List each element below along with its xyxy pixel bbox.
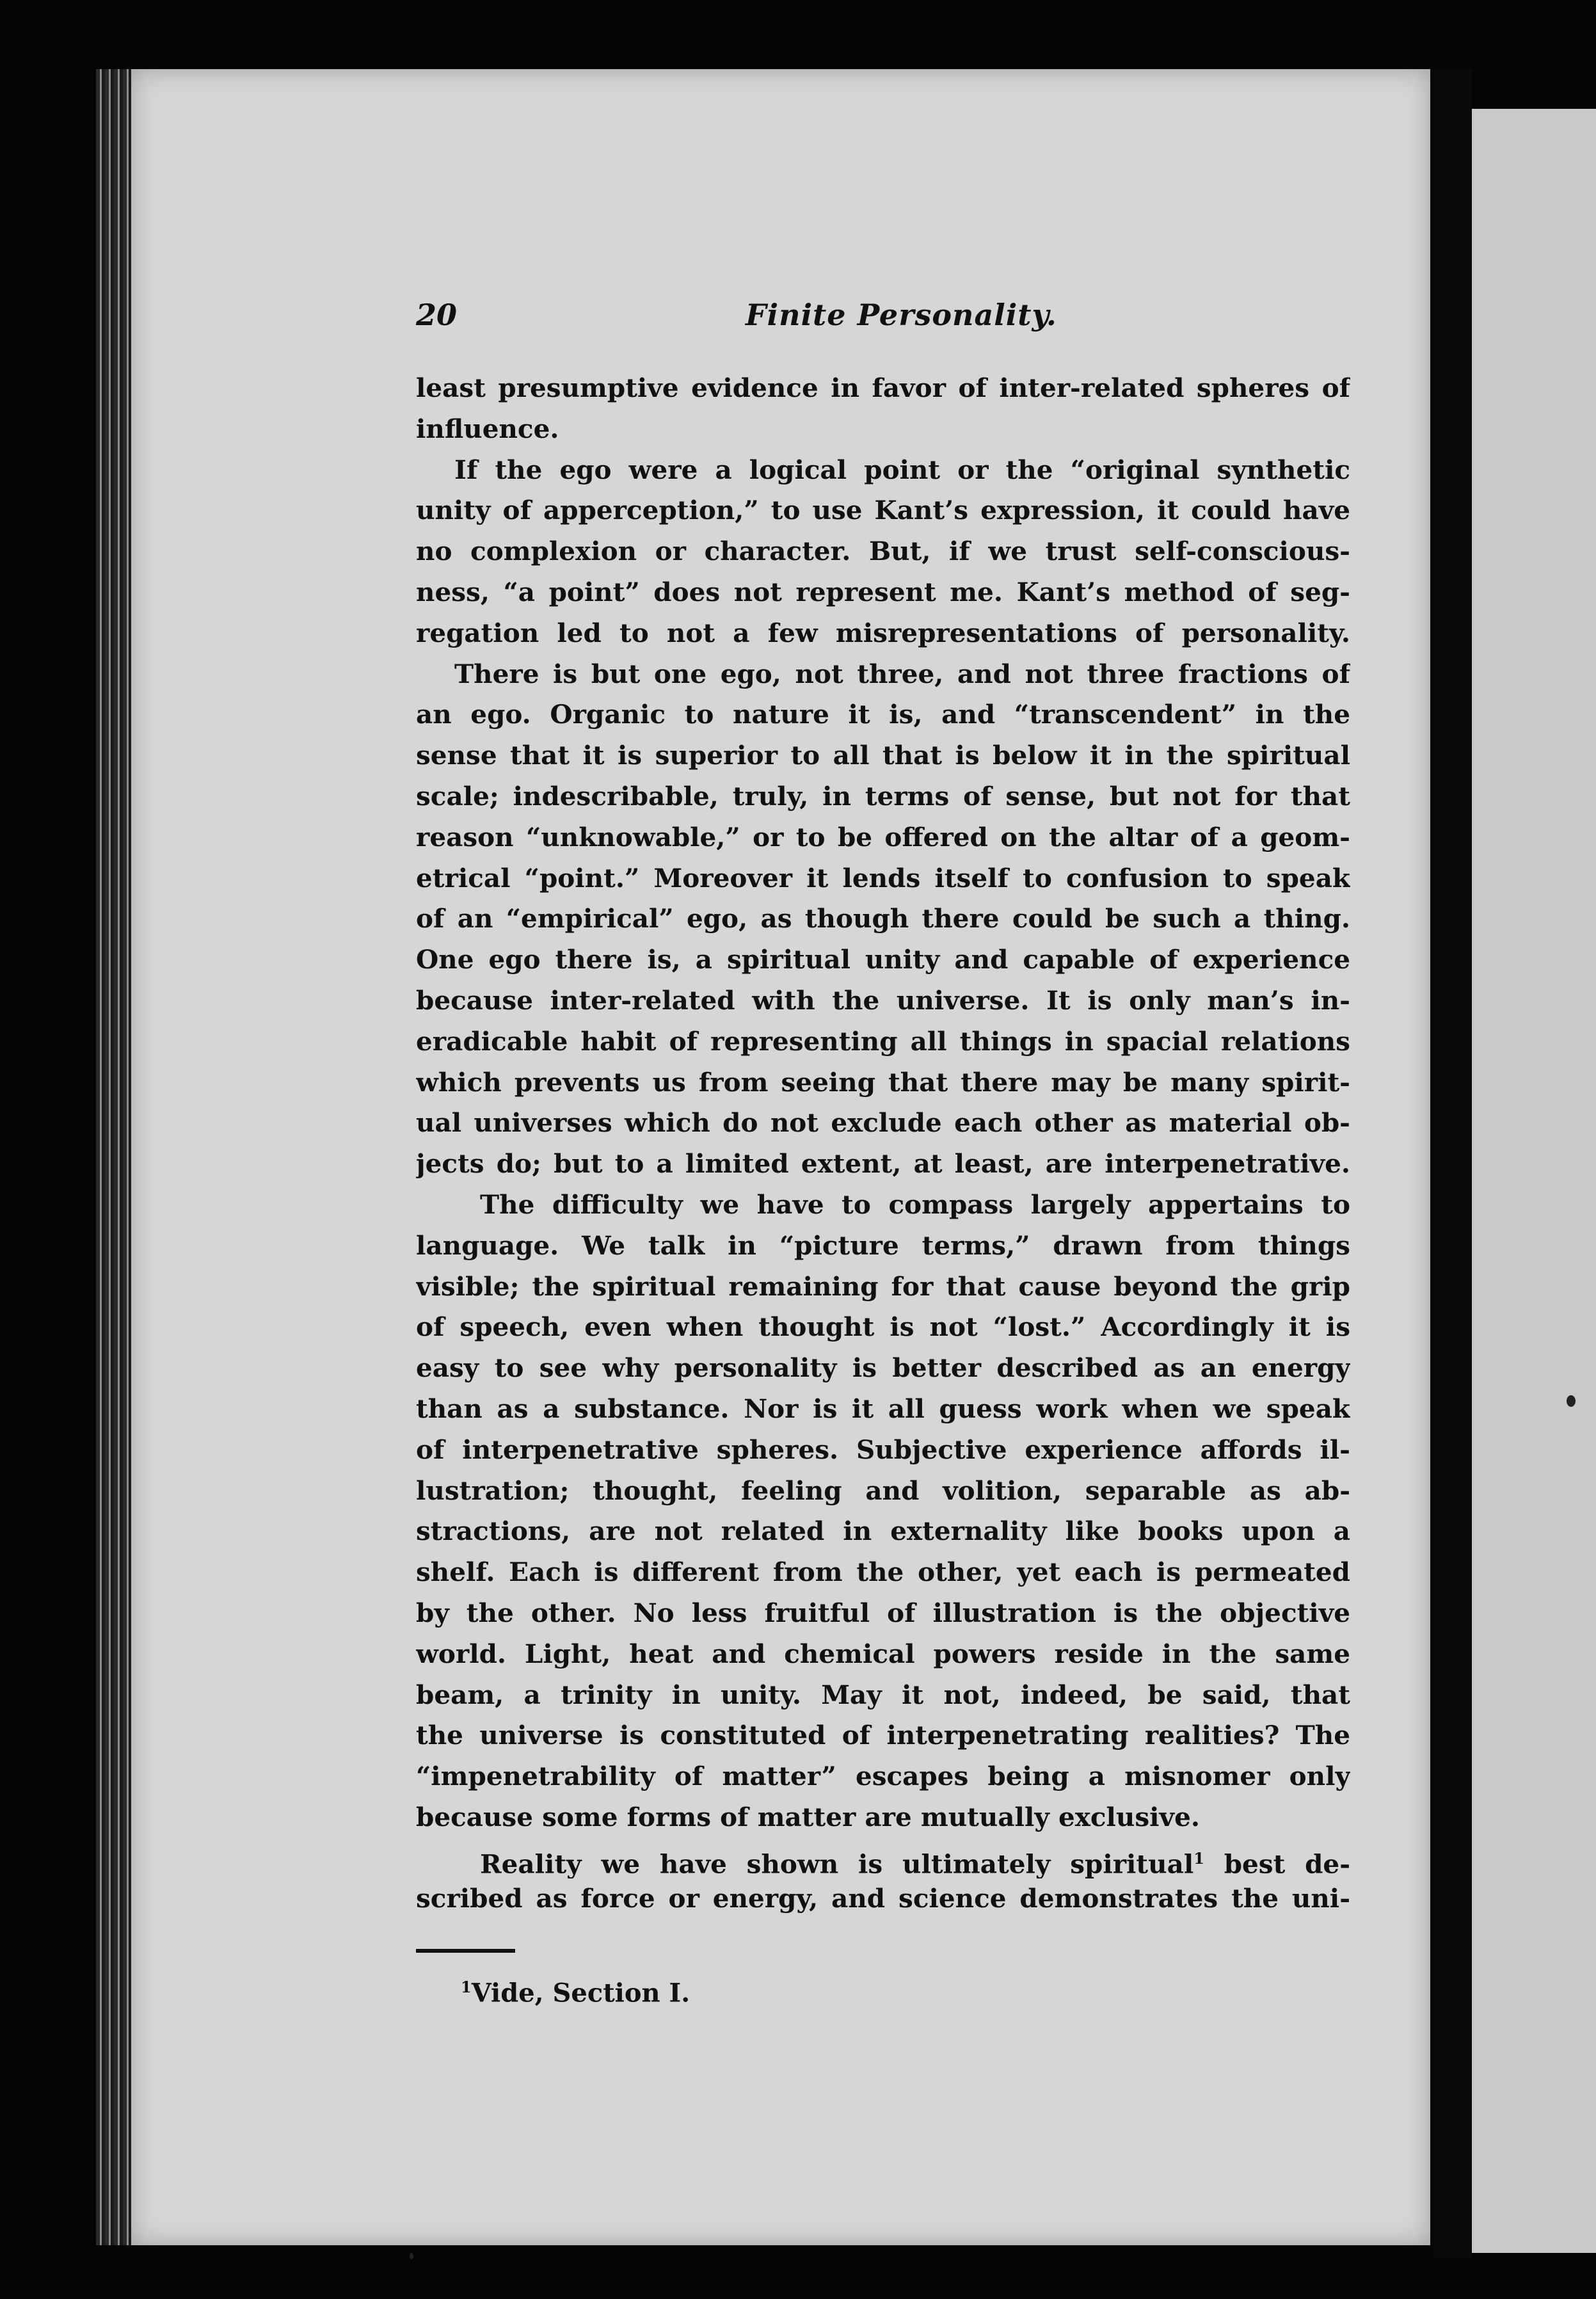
- text-line: unity of apperception,” to use Kant’s expression, it could have: [416, 495, 1350, 526]
- page-number: 20: [416, 298, 458, 332]
- facing-page-edge: [1472, 109, 1596, 2253]
- text-line: no complexion or character. But, if we trust self-conscious-: [416, 536, 1350, 567]
- paper-speck: [1567, 1395, 1576, 1407]
- footnote-rule: [416, 1949, 515, 1953]
- text-line: easy to see why personality is better described as an energy: [416, 1352, 1350, 1384]
- text-line: stractions, are not related in externality like books upon a: [416, 1516, 1350, 1547]
- text-segment: best de-: [1224, 1848, 1350, 1879]
- text-line: shelf. Each is different from the other, yet each is permeated: [416, 1557, 1350, 1588]
- text-line: of an “empirical” ego, as though there could be such a thing.: [416, 903, 1350, 934]
- text-line: least presumptive evidence in favor of inter-related spheres of: [416, 372, 1350, 403]
- running-title: Finite Personality.: [746, 298, 1057, 332]
- text-line: an ego. Organic to nature it is, and “transcendent” in the: [416, 699, 1350, 730]
- footnote: [461, 1978, 690, 2008]
- text-line: If the ego were a logical point or the “original synthetic: [454, 454, 1350, 485]
- footnote-reference: 1: [1193, 1848, 1204, 1868]
- text-line: influence.: [416, 413, 559, 444]
- text-line: language. We talk in “picture terms,” drawn from things: [416, 1230, 1350, 1261]
- text-line: The difficulty we have to compass largely appertains to: [480, 1189, 1350, 1220]
- text-line: One ego there is, a spiritual unity and capable of experience: [416, 944, 1350, 975]
- text-line: of speech, even when thought is not “lost.” Accordingly it is: [416, 1311, 1350, 1343]
- text-line: sense that it is superior to all that is below it in the spiritual: [416, 740, 1350, 771]
- text-line: of interpenetrative spheres. Subjective experience affords il-: [416, 1434, 1350, 1465]
- text-line: regation led to not a few misrepresentations of personality.: [416, 617, 1350, 648]
- text-line: etrical “point.” Moreover it lends itself to confusion to speak: [416, 862, 1350, 893]
- footnote-text: Vide, Section I.: [471, 1978, 690, 2008]
- text-line: than as a substance. Nor is it all guess work when we speak: [416, 1393, 1350, 1424]
- paper-speck: [410, 2253, 413, 2259]
- text-line: by the other. No less fruitful of illustration is the objective: [416, 1597, 1350, 1628]
- text-line: world. Light, heat and chemical powers reside in the same: [416, 1638, 1350, 1669]
- page-edge-stack: [96, 69, 134, 2245]
- footnote-marker: 1: [461, 1978, 472, 1996]
- text-segment: Reality we have shown is ultimately spiritual: [480, 1848, 1194, 1879]
- text-line: the universe is constituted of interpenetrating realities? The: [416, 1720, 1350, 1751]
- text-line: “impenetrability of matter” escapes being a misnomer only: [416, 1761, 1350, 1792]
- text-line: ual universes which do not exclude each other as material ob-: [416, 1107, 1350, 1139]
- text-line: [416, 1838, 1350, 1879]
- text-line: There is but one ego, not three, and not three fractions of: [454, 658, 1350, 689]
- text-line: eradicable habit of representing all things in spacial relations: [416, 1025, 1350, 1057]
- text-line: beam, a trinity in unity. May it not, indeed, be said, that: [416, 1679, 1350, 1710]
- text-line: visible; the spiritual remaining for that cause beyond the grip: [416, 1270, 1350, 1302]
- running-head: [416, 298, 1350, 342]
- text-line: which prevents us from seeing that there may be many spirit-: [416, 1066, 1350, 1098]
- text-line: lustration; thought, feeling and volition, separable as ab-: [416, 1475, 1350, 1506]
- gutter-shadow: [1433, 69, 1472, 2258]
- text-line: because inter-related with the universe. It is only man’s in-: [416, 984, 1350, 1016]
- body-text: [416, 368, 1350, 1919]
- text-line: scribed as force or energy, and science demonstrates the uni-: [416, 1883, 1350, 1914]
- text-line: ness, “a point” does not represent me. Kant’s method of seg-: [416, 576, 1350, 607]
- text-line: scale; indescribable, truly, in terms of sense, but not for that: [416, 780, 1350, 812]
- text-line: because some forms of matter are mutually exclusive.: [416, 1801, 1200, 1832]
- text-line: reason “unknowable,” or to be offered on the altar of a geom-: [416, 821, 1350, 853]
- text-line: jects do; but to a limited extent, at least, are interpenetrative.: [416, 1148, 1350, 1180]
